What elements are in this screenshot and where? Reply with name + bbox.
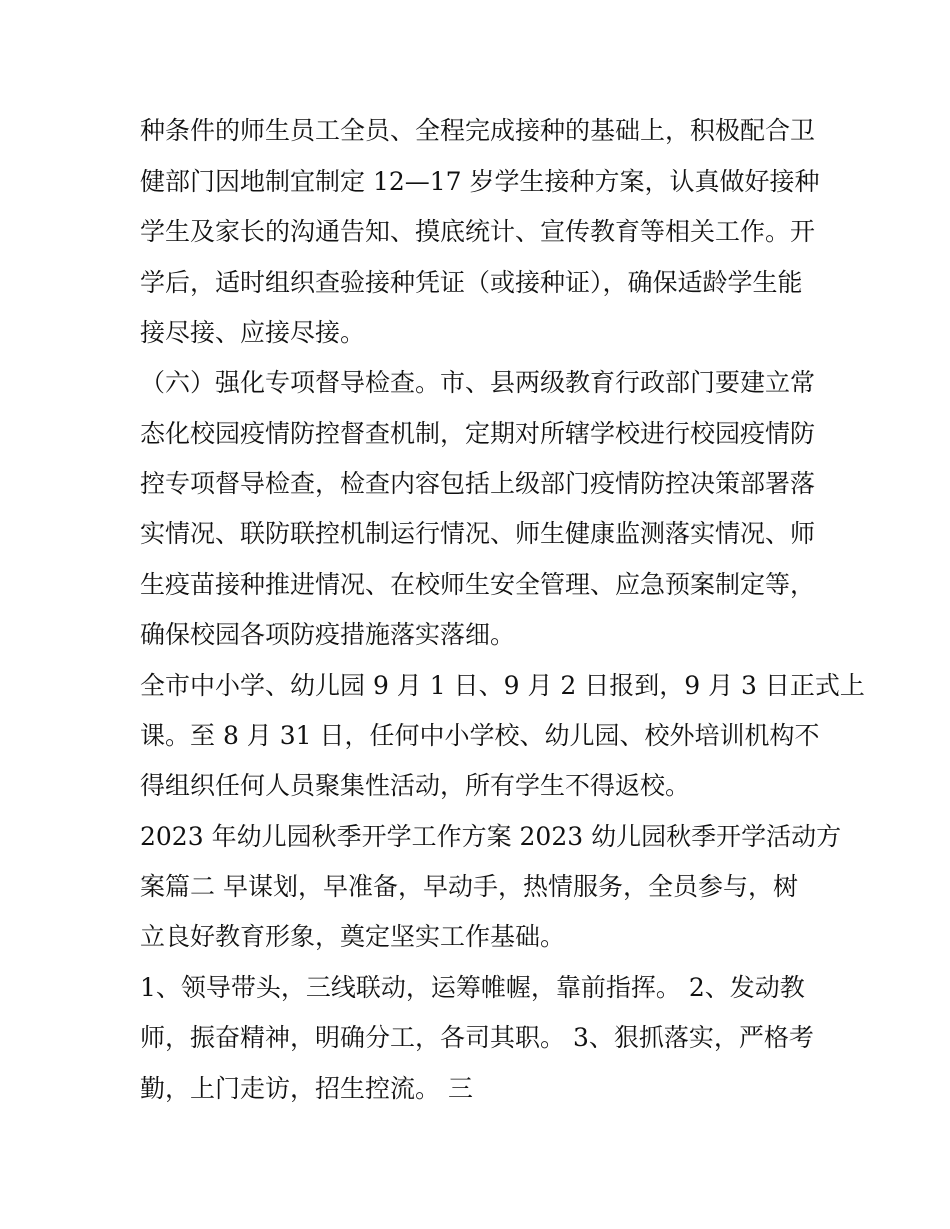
text-line: 学生及家长的沟通告知、摸底统计、宣传教育等相关工作。开 (140, 217, 816, 246)
text-line: 立良好教育形象，奠定坚实工作基础。 (140, 922, 566, 951)
text-line: 确保校园各项防疫措施落实落细。 (140, 620, 516, 649)
text-line: 师，振奋精神，明确分工，各司其职。 3、狠抓落实，严格考 (140, 1023, 814, 1052)
text-line: 种条件的师生员工全员、全程完成接种的基础上，积极配合卫 (140, 116, 816, 145)
text-line: 学后，适时组织查验接种凭证（或接种证），确保适龄学生能 (140, 268, 803, 297)
text-line: 健部门因地制宜制定 12—17 岁学生接种方案，认真做好接种 (140, 167, 820, 196)
text-line: 勤，上门走访，招生控流。 三 (140, 1074, 473, 1103)
text-line: 生疫苗接种推进情况、在校师生安全管理、应急预案制定等， (140, 570, 816, 599)
text-line: 案篇二 早谋划，早准备，早动手，热情服务，全员参与，树 (140, 872, 798, 901)
text-line: 2023 年幼儿园秋季开学工作方案 2023 幼儿园秋季开学活动方 (140, 822, 842, 851)
text-line: 接尽接、应接尽接。 (140, 318, 366, 347)
text-line: 实情况、联防联控机制运行情况、师生健康监测落实情况、师 (140, 519, 816, 548)
text-line: 得组织任何人员聚集性活动，所有学生不得返校。 (140, 771, 691, 800)
text-line: 态化校园疫情防控督查机制，定期对所辖学校进行校园疫情防 (140, 419, 816, 448)
text-line: 课。至 8 月 31 日，任何中小学校、幼儿园、校外培训机构不 (140, 721, 820, 750)
text-line: 全市中小学、幼儿园 9 月 1 日、9 月 2 日报到，9 月 3 日正式上 (140, 671, 865, 700)
text-line: 控专项督导检查，检查内容包括上级部门疫情防控决策部署落 (140, 469, 816, 498)
text-line: 1、领导带头，三线联动，运筹帷幄，靠前指挥。 2、发动教 (140, 973, 805, 1002)
text-line: （六）强化专项督导检查。市、县两级教育行政部门要建立常 (140, 368, 816, 397)
